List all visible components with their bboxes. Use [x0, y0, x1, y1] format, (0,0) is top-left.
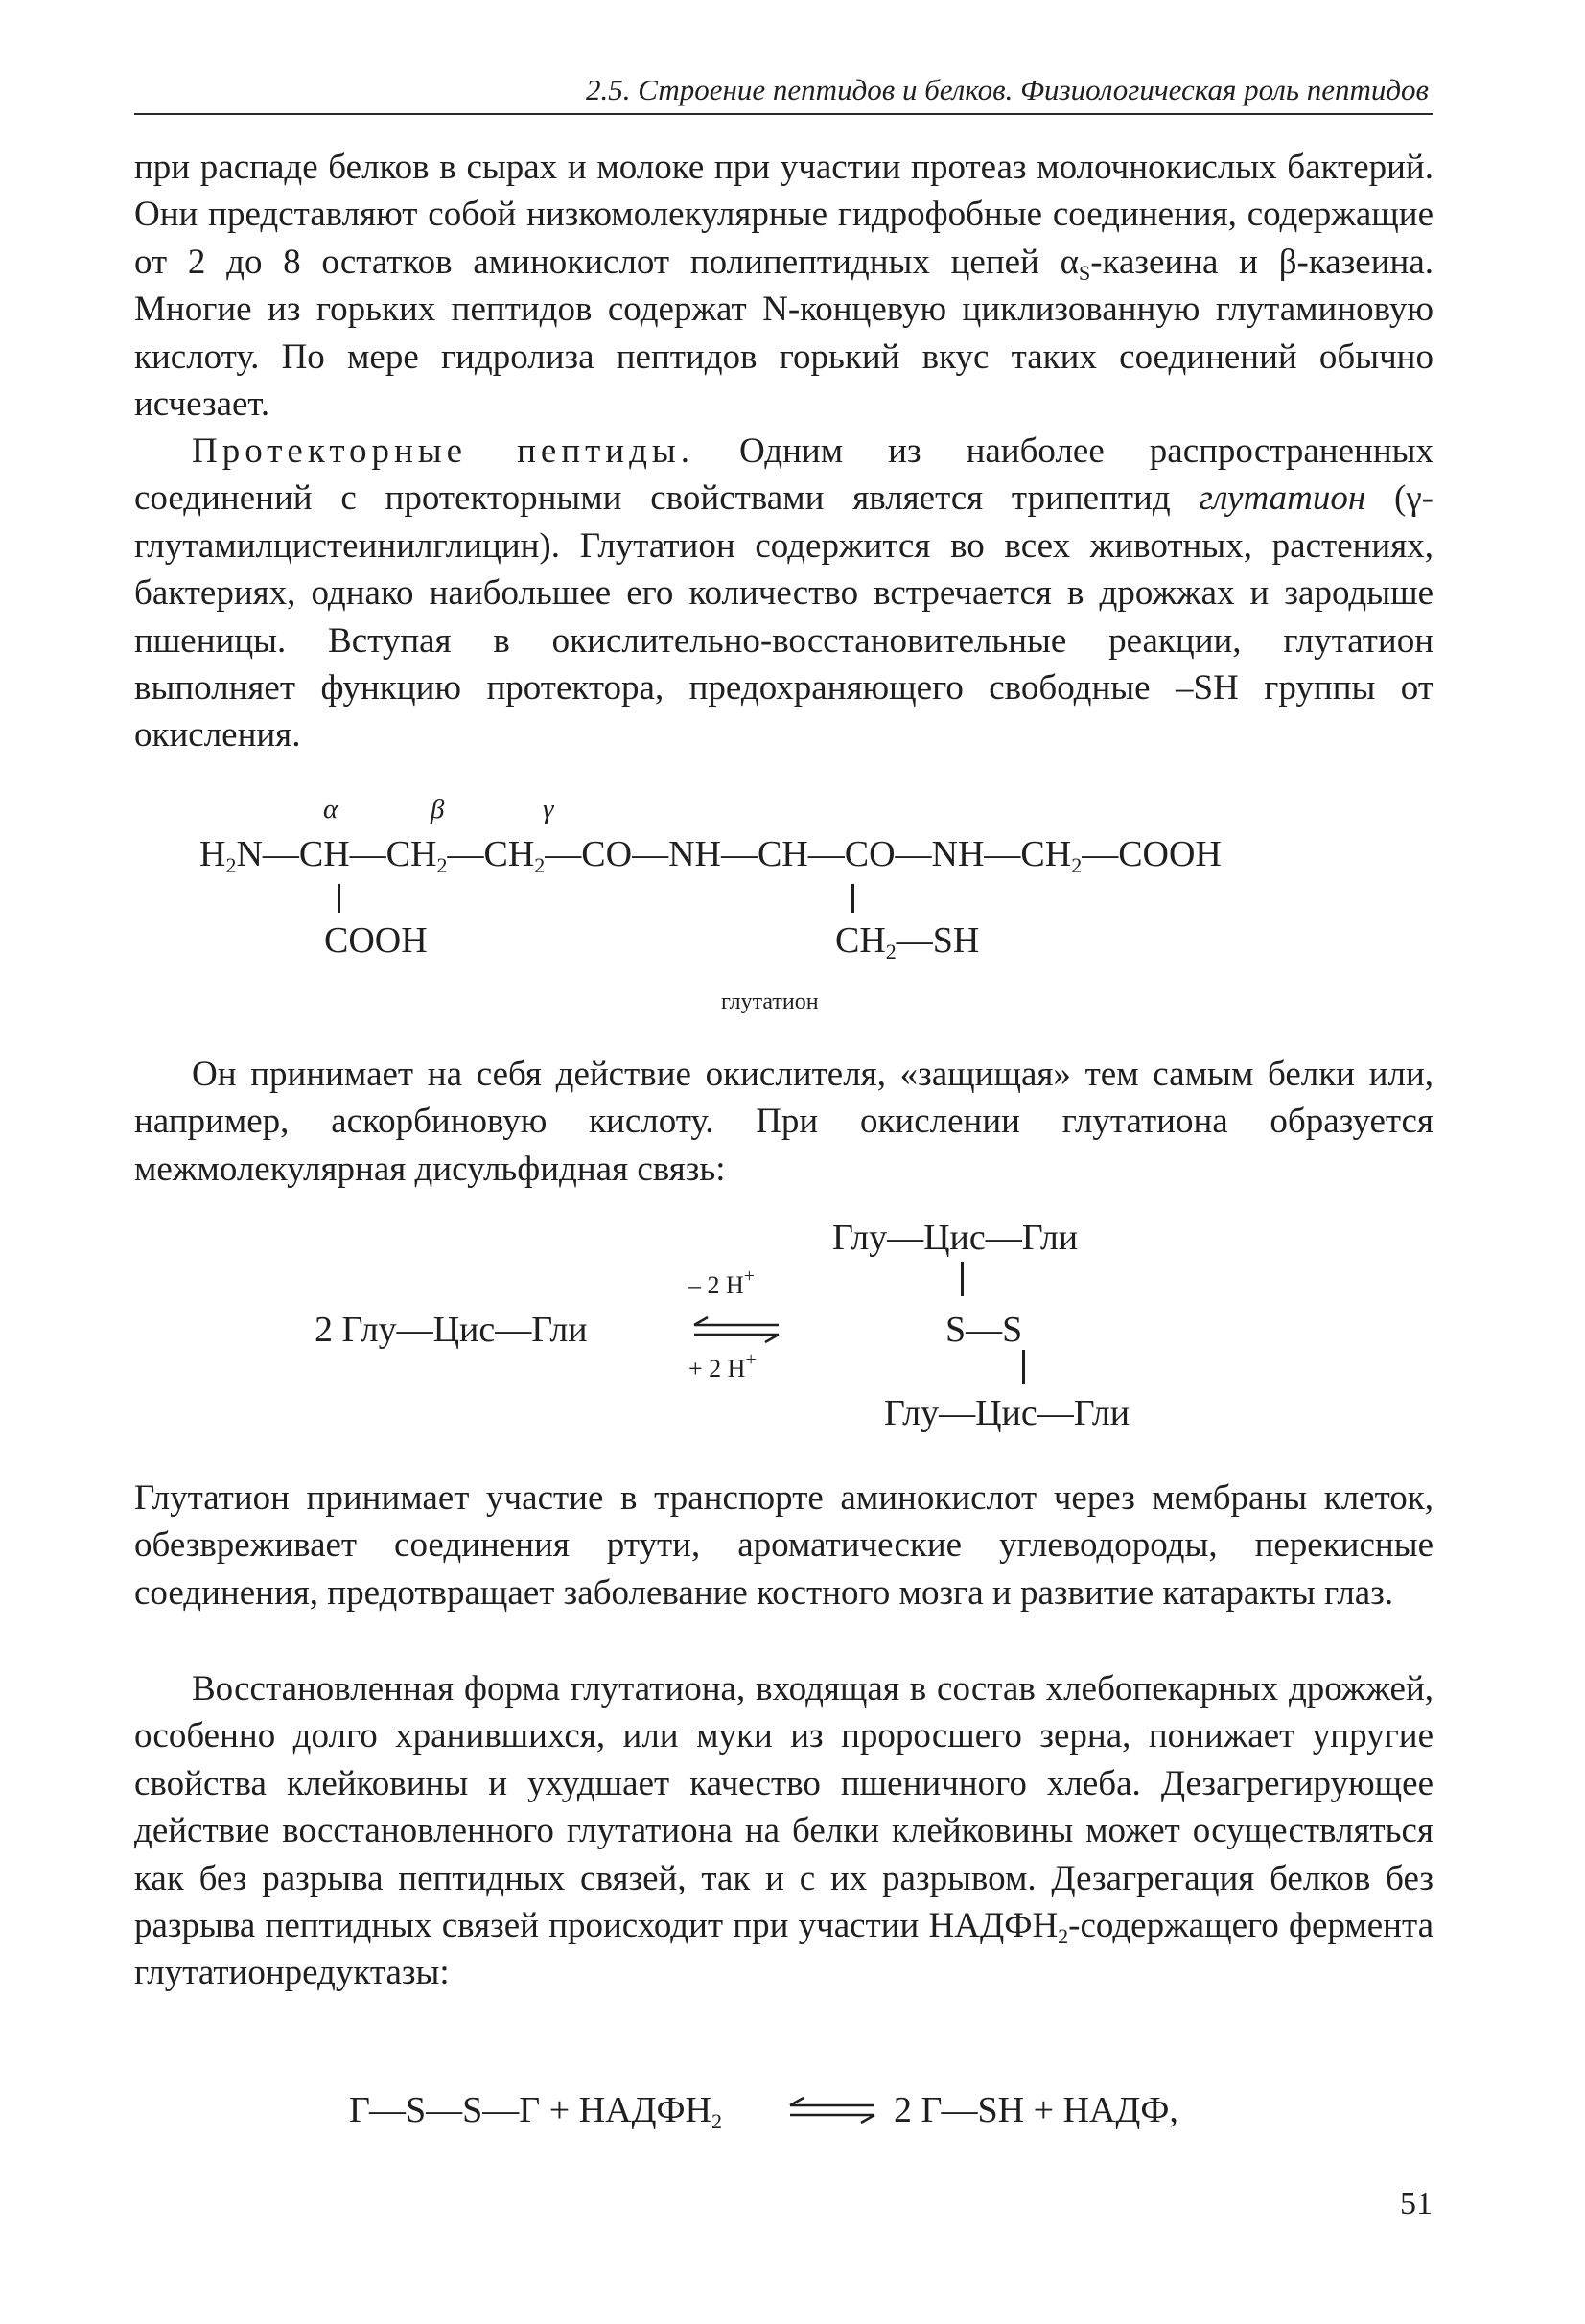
bond-line	[1022, 1350, 1025, 1384]
reactant: 2 Глу—Цис—Гли	[315, 1310, 588, 1350]
reductase-reactants: Г—S—S—Г + $НАДФН_2$	[349, 2090, 722, 2133]
product-top: Глу—Цис—Гли	[832, 1218, 1079, 1258]
product-middle: S—S	[945, 1310, 1023, 1350]
reductase-products: 2 Г—SH + НАДФ,	[894, 2090, 1178, 2130]
bond-line	[851, 884, 854, 913]
paragraph-glutathione-functions: Глутатион принимает участие в транспорте аминокислот через мембраны клеток, обезвреживает соединения ртути, ароматические углеводороды, перекисные соединения, предотвращает заболевание костного мозга и развитие катаракты глаз.	[134, 1478, 1433, 1613]
paragraph-protector-peptides: Протекторные пептиды. Одним из наиболее распространенных соединений с протекторными свойствами является трипептид глутатион (γ-глутамилцистеинилглицин). Глутатион содержится во всех животных, растениях, бактериях, однако наибольшее его количество встречается в дрожжах и зародыше пшеницы. Вступая в окислительно-восстановительные реакции, глутатион выполняет функцию протектора, предохраняющего свободные –SH группы от окисления.	[134, 431, 1434, 755]
product-bottom: Глу—Цис—Гли	[884, 1393, 1130, 1433]
page-number: 51	[1400, 2186, 1433, 2221]
equilibrium-arrow-icon	[788, 2096, 876, 2125]
equilibrium-arrow-icon	[692, 1315, 781, 1344]
bond-line	[338, 884, 340, 913]
glutathione-branch-ch2sh: $CH_2—SH$	[835, 920, 980, 964]
term-glutathione: глутатион	[1199, 478, 1366, 519]
section-lead-in: Протекторные пептиды.	[192, 431, 695, 471]
paragraph-reduced-form: Восстановленная форма глутатиона, входящая в состав хлебопекарных дрожжей, особенно долго хранившихся, или муки из проросшего зерна, понижает упругие свойства клейковины и ухудшает качество пшеничного хлеба. Дезагрегирующее действие восстановленного глутатиона на белки клейковины может осуществляться как без разрыва пептидных связей, так и с их разрывом. Дезагрегация белков без разрыва пептидных связей происходит при участии $НАДФН_2$-содержащего фермента глутатионредуктазы:	[134, 1669, 1433, 1993]
reaction-bottom-label: + 2 H+	[688, 1349, 757, 1383]
glutathione-main-chain: $H_2N—CH—CH_2—CH_2—CO—NH—CH—CO—NH—CH_2—COOH$	[199, 834, 1222, 877]
paragraph-bitter-peptides: при распаде белков в сырах и молоке при участии протеаз молочнокислых бактерий. Они представляют собой низкомолекулярные гидрофобные соединения, содержащие от 2 до 8 остатков аминокислот полипептидных цепей $\alpha_S$-казеина и β-казеина. Многие из горьких пептидов содержат N-концевую циклизованную глутаминовую кислоту. По мере гидролиза пептидов горький вкус таких соединений обычно исчезает.	[134, 148, 1433, 425]
paragraph-oxidation: Он принимает на себя действие окислителя, «защищая» тем самым белки или, например, аскорбиновую кислоту. При окислении глутатиона образуется межмолекулярная дисульфидная связь:	[134, 1055, 1433, 1189]
gamma-label: γ	[543, 794, 554, 825]
bond-line	[961, 1262, 964, 1296]
beta-label: β	[431, 794, 445, 825]
glutathione-branch-cooh: COOH	[324, 920, 428, 961]
alpha-label: α	[323, 794, 338, 825]
formula-caption: глутатион	[721, 989, 819, 1014]
reaction-top-label: – 2 H+	[688, 1266, 756, 1299]
running-header	[134, 67, 1433, 115]
running-title: 2.5. Строение пептидов и белков. Физиологическая роль пептидов	[586, 73, 1429, 106]
